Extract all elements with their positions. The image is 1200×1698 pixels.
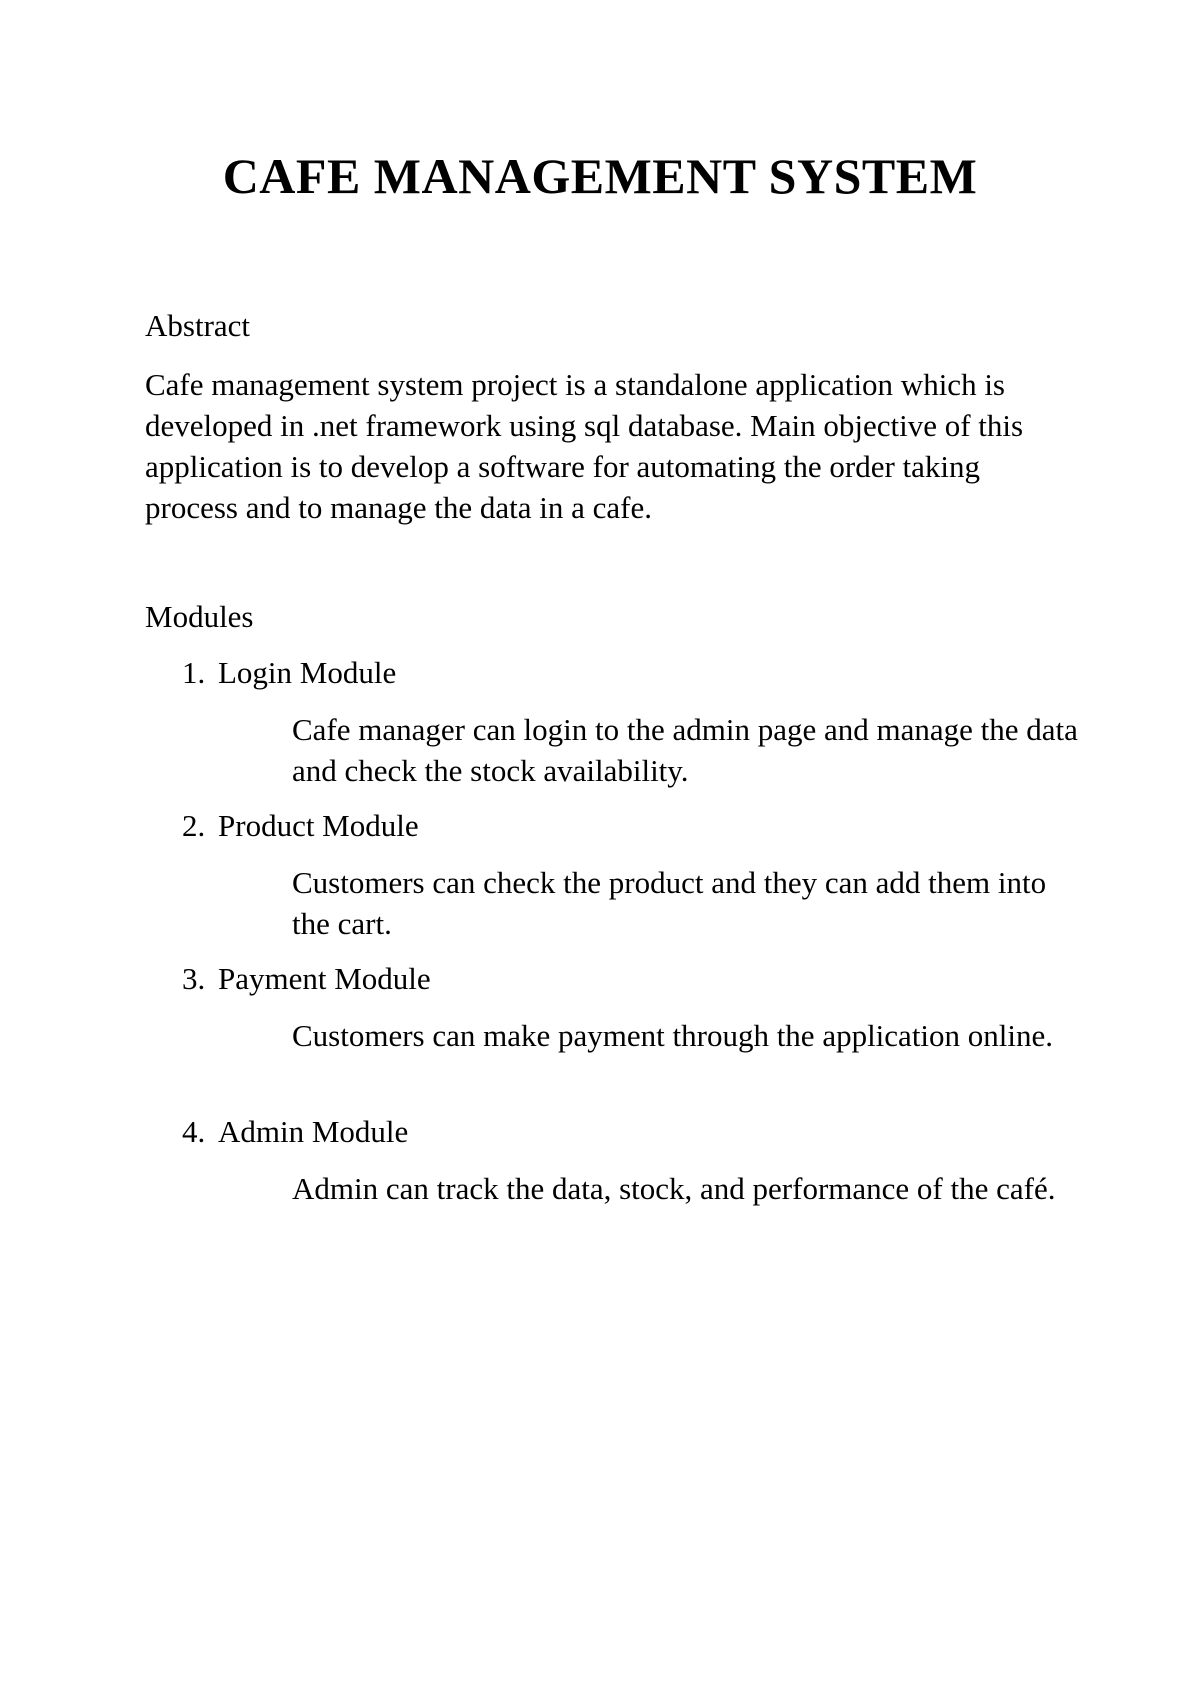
module-item-product (0, 806, 1200, 959)
module-title-text: Product Module (218, 808, 419, 843)
module-item-login (0, 653, 1200, 806)
module-title-admin (182, 1112, 408, 1152)
module-title-product (182, 806, 419, 846)
module-number: 1. (182, 655, 206, 690)
module-number: 2. (182, 808, 206, 843)
module-description-payment: Customers can make payment through the application online. (292, 1018, 1054, 1053)
module-item-admin (0, 1112, 1200, 1265)
modules-list (0, 653, 1200, 1265)
module-item-payment (0, 959, 1200, 1112)
module-number: 3. (182, 961, 206, 996)
module-number: 4. (182, 1114, 206, 1149)
module-title-payment (182, 959, 431, 999)
module-title-text: Payment Module (218, 961, 431, 996)
module-description-admin: Admin can track the data, stock, and performance of the café. (292, 1171, 1056, 1206)
module-title-text: Login Module (218, 655, 397, 690)
document-title: CAFE MANAGEMENT SYSTEM (222, 148, 978, 204)
modules-heading: Modules (145, 599, 254, 634)
module-title-login (182, 653, 396, 693)
module-title-text: Admin Module (218, 1114, 409, 1149)
abstract-heading: Abstract (145, 308, 251, 343)
module-description-login: Cafe manager can login to the admin page and manage the data and check the stock availability. (292, 712, 1078, 788)
module-description-product: Customers can check the product and they can add them into the cart. (292, 865, 1047, 941)
abstract-paragraph: Cafe management system project is a standalone application which is developed in .net framework using sql database. Main objective of this application is to develop a software for automating the order taking process and to manage the data in a cafe. (145, 367, 1024, 525)
